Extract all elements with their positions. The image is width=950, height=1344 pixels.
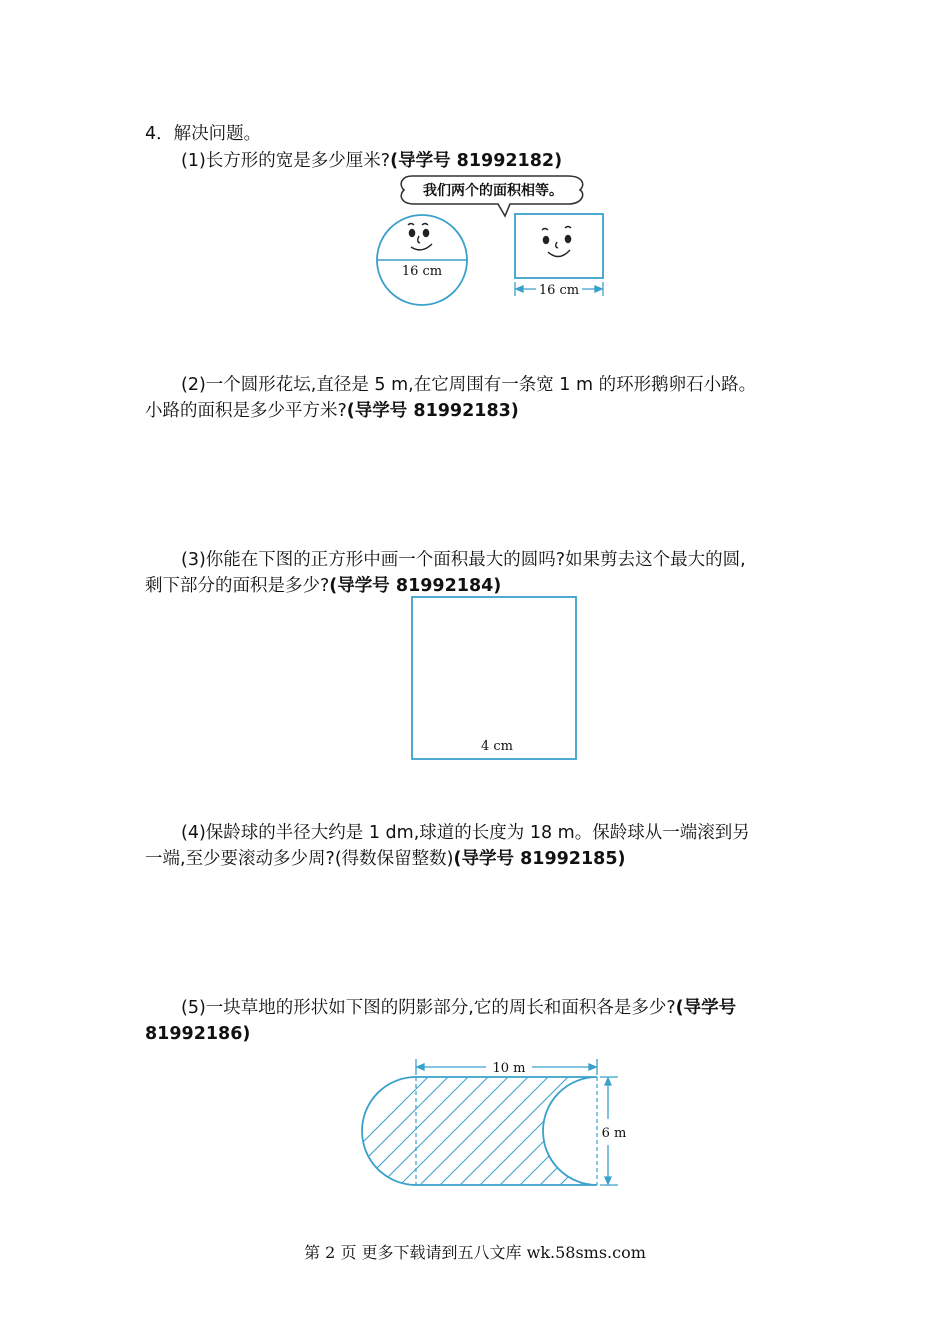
speech-bubble-text: 我们两个的面积相等。 — [423, 183, 563, 199]
rectangle-shape — [515, 214, 603, 278]
square-shape — [412, 597, 576, 759]
question-3-text: 剩下部分的面积是多少? — [145, 576, 330, 596]
question-5-ref-end: 81992186) — [145, 1024, 251, 1044]
rectangle-width-label: 16 cm — [538, 283, 580, 298]
page-footer: 第 2 页 更多下载请到五八文库 wk.58sms.com — [304, 1243, 646, 1262]
question-5-line-1 — [181, 995, 736, 1022]
square-side-label: 4 cm — [480, 739, 514, 754]
shaded-lawn-outline — [362, 1077, 597, 1185]
question-1-figure — [370, 170, 620, 310]
question-3-figure — [410, 595, 580, 765]
question-2-line-1: (2)一个圆形花坛,直径是 5 m,在它周围有一条宽 1 m 的环形鹅卵石小路。 — [181, 375, 757, 395]
question-3-ref: (导学号 81992184) — [329, 576, 502, 596]
question-3-line-1: (3)你能在下图的正方形中画一个面积最大的圆吗?如果剪去这个最大的圆, — [181, 550, 746, 570]
question-2-text: 小路的面积是多少平方米? — [145, 401, 347, 421]
question-4-line-2 — [145, 846, 626, 873]
shaded-hatching — [360, 1055, 640, 1195]
rectangle-face-icon — [542, 227, 571, 257]
circle-diameter-label: 16 cm — [401, 264, 443, 279]
question-1-ref: (导学号 81992182) — [390, 151, 563, 171]
question-1-text: (1)长方形的宽是多少厘米? — [181, 151, 391, 171]
question-2-line-2 — [145, 398, 519, 425]
question-4-ref: (导学号 81992185) — [453, 849, 626, 869]
height-label: 6 m — [601, 1126, 627, 1141]
question-4-line-1: (4)保龄球的半径大约是 1 dm,球道的长度为 18 m。保龄球从一端滚到另 — [181, 823, 750, 843]
circle-face-icon — [408, 224, 432, 250]
question-5-ref-start: (导学号 — [675, 998, 737, 1018]
question-2-ref: (导学号 81992183) — [346, 401, 519, 421]
question-5-text: (5)一块草地的形状如下图的阴影部分,它的周长和面积各是多少? — [181, 998, 676, 1018]
question-5-figure — [360, 1055, 640, 1195]
width-label: 10 m — [492, 1061, 526, 1076]
section-heading: 4．解决问题。 — [145, 124, 262, 144]
question-4-text: 一端,至少要滚动多少周?(得数保留整数) — [145, 849, 454, 869]
